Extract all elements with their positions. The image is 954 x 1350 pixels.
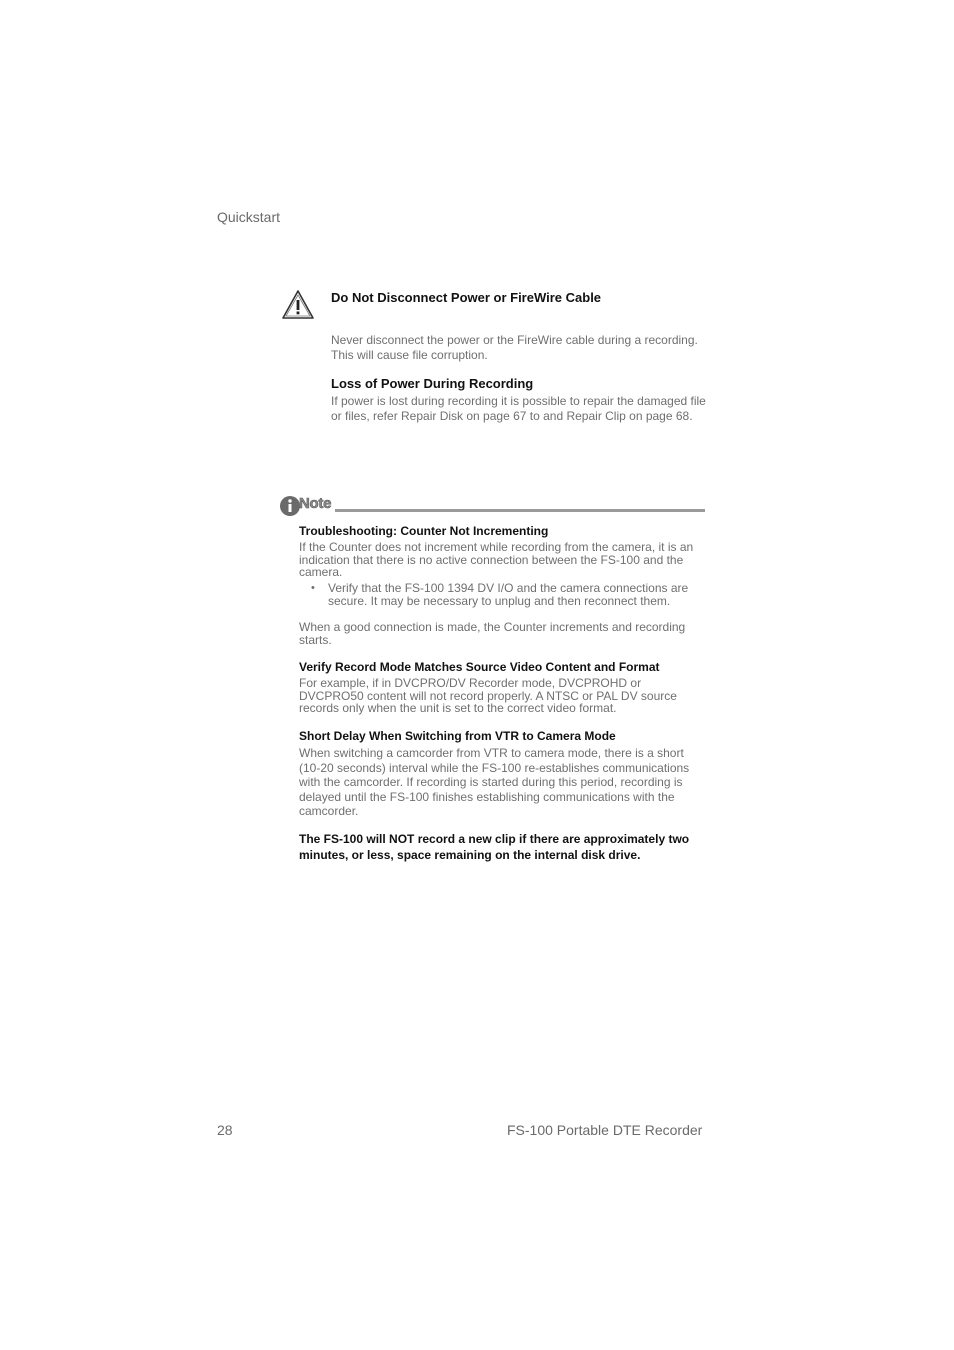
note-heading-short-delay: Short Delay When Switching from VTR to Camera Mode [299, 729, 616, 743]
section-header: Quickstart [217, 209, 281, 225]
warning-title: Do Not Disconnect Power or FireWire Cable [331, 290, 602, 305]
info-icon [279, 495, 301, 517]
note-disk-space-warning: The FS-100 will NOT record a new clip if there are approximately two minutes, or less, space remaining on the internal disk drive. [299, 832, 690, 862]
footer-title: FS-100 Portable DTE Recorder [507, 1122, 703, 1138]
note-label: Note [299, 495, 332, 512]
note-text-short-delay: When switching a camcorder from VTR to camera mode, there is a short (10-20 seconds) interval while the FS-100 re-establishes communications with the camcorder. If recording is started during this period, recording is delayed until the FS-100 finishes establishing communications with the camcorder. [299, 746, 690, 818]
loss-of-power-title: Loss of Power During Recording [331, 376, 534, 391]
note-heading-record-mode: Verify Record Mode Matches Source Video Content and Format [299, 660, 660, 674]
bullet-marker: • [311, 582, 315, 594]
warning-icon [281, 289, 315, 320]
note-divider [335, 509, 705, 512]
page-number: 28 [217, 1122, 233, 1138]
note-text-record-mode: For example, if in DVCPRO/DV Recorder mode, DVCPROHD or DVCPRO50 content will not record properly. A NTSC or PAL DV source records only when the unit is set to the correct video format. [299, 676, 677, 715]
note-text-connection: When a good connection is made, the Counter increments and recording starts. [299, 620, 686, 647]
note-bullet-verify: Verify that the FS-100 1394 DV I/O and the camera connections are secure. It may be necessary to unplug and then reconnect them. [328, 581, 689, 608]
note-text-counter: If the Counter does not increment while recording from the camera, it is an indication that there is no active connection between the FS-100 and the camera. [299, 540, 694, 579]
note-heading-counter: Troubleshooting: Counter Not Incrementing [299, 524, 549, 538]
warning-text: Never disconnect the power or the FireWire cable during a recording. This will cause file corruption. [331, 333, 698, 362]
loss-of-power-text: If power is lost during recording it is possible to repair the damaged file or files, refer Repair Disk on page 67 to and Repair Clip on page 68. [331, 394, 706, 423]
